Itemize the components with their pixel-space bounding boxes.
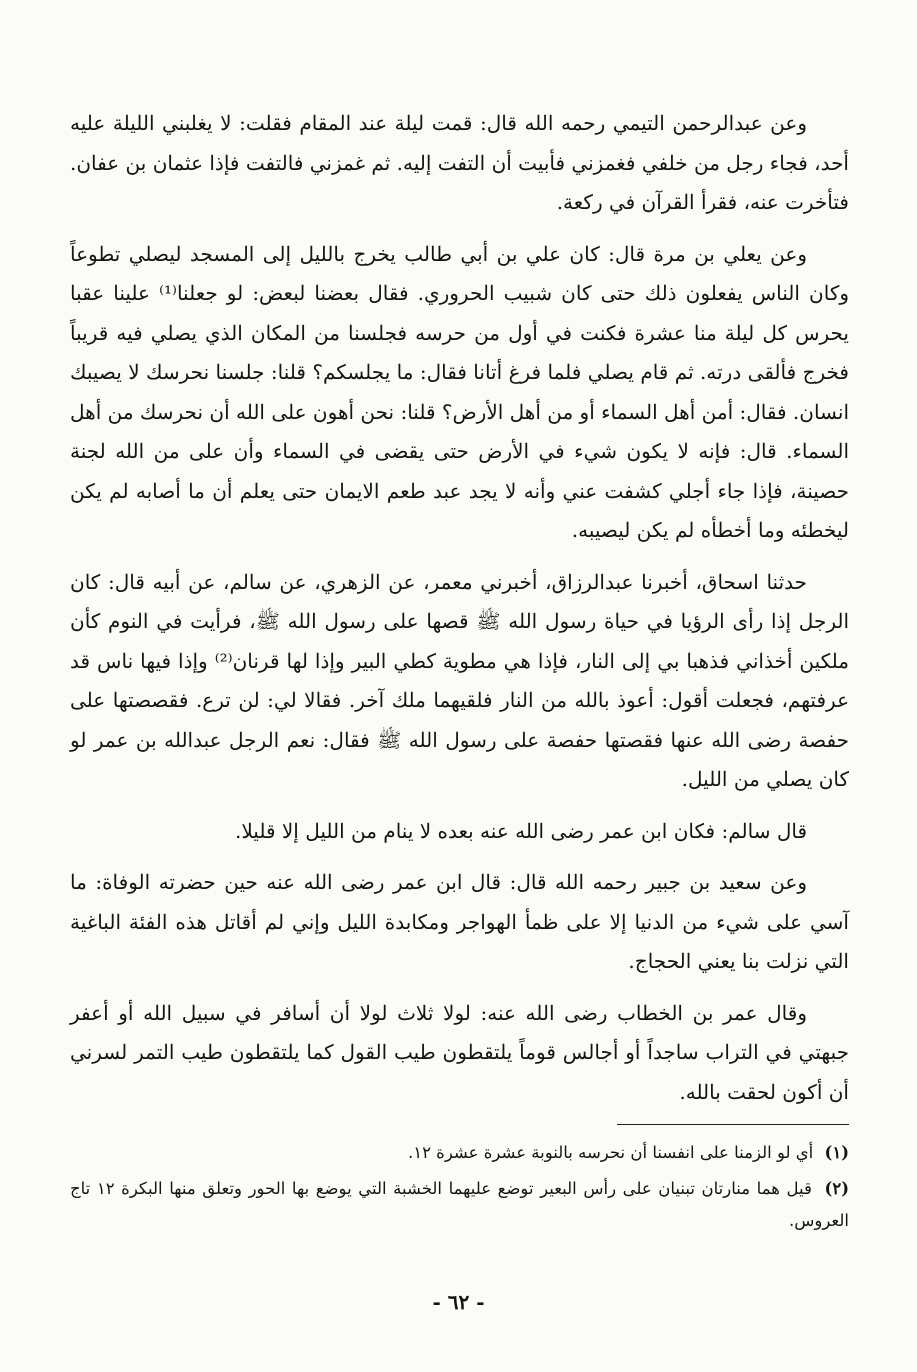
footnote xyxy=(70,1137,849,1169)
page-number: - ٦٢ - xyxy=(432,1290,485,1314)
paragraph: وعن سعيد بن جبير رحمه الله قال: قال ابن عمر رضى الله عنه حين حضرته الوفاة: ما آسي على شيء من الدنيا إلا على ظمأ الهواجر ومكابدة الليل وإني لم أقاتل هذه الفئة الباغية التي نزلت بنا يعني الحجاج. xyxy=(70,870,849,973)
paragraph: وقال عمر بن الخطاب رضى الله عنه: لولا ثلاث لولا أن أسافر في سبيل الله أو أعفر جبهتي في التراب ساجداً أو أجالس قوماً يلتقطون طيب القول كما يلتقطون طيب التمر لسرني أن أكون لحقت بالله. xyxy=(70,1000,849,1104)
footnote-text: أي لو الزمنا على انفسنا أن نحرسه بالنوبة عشرة عشرة ١٢. xyxy=(407,1143,814,1162)
footnote-text: قيل هما منارتان تبنيان على رأس البعير توضع عليهما الخشبة التي يوضع بها الحور وتعلق منها البكرة ١٢ تاج العروس. xyxy=(70,1179,849,1230)
footnotes xyxy=(70,1137,849,1237)
footnote-marker: (٢) xyxy=(824,1179,849,1198)
paragraph: وعن يعلي بن مرة قال: كان علي بن أبي طالب يخرج بالليل إلى المسجد ليصلي تطوعاً وكان الناس يفعلون ذلك حتى كان شبيب الحروري. فقال بعضنا لبعض: لو جعلنا⁽¹⁾ علينا عقبا يحرس كل ليلة منا عشرة فكنت في أول من حرسه فجلسنا من المكان الذي يصلي فيه قريباً فخرج فألقى درته. ثم قام يصلي فلما فرغ أتانا فقال: ما يجلسكم؟ قلنا: جلسنا نحرسك لا يصيبك انسان. فقال: أمن أهل السماء أو من أهل الأرض؟ قلنا: نحن أهون على الله أن نحرسك من أهل السماء. قال: فإنه لا يكون شيء في الأرض حتى يقضى في السماء وأن على من الله لجنة حصينة، فإذا جاء أجلي كشفت عني وأنه لا يجد عبد طعم الايمان حتى يعلم أن ما أصابه لم يكن ليخطئه وما أخطأه لم يكن ليصيبه. xyxy=(70,241,849,542)
footnote-marker: (١) xyxy=(824,1143,849,1162)
paragraph: حدثنا اسحاق، أخبرنا عبدالرزاق، أخبرني معمر، عن الزهري، عن سالم، عن أبيه قال: كان الرجل إذا رأى الرؤيا في حياة رسول الله ﷺ قصها على رسول الله ﷺ، فرأيت في النوم كأن ملكين أخذاني فذهبا بي إلى النار، فإذا هي مطوية كطي البير وإذا لها قرنان⁽²⁾ وإذا فيها ناس قد عرفتهم، فجعلت أقول: أعوذ بالله من النار فلقيهما ملك آخر. فقالا لي: لن ترع. فقصصتها على حفصة رضى الله عنها فقصتها حفصة على رسول الله ﷺ فقال: نعم الرجل عبدالله بن عمر لو كان يصلي من الليل. xyxy=(70,569,850,791)
paragraph: وعن عبدالرحمن التيمي رحمه الله قال: قمت ليلة عند المقام فقلت: لا يغلبني الليلة عليه أحد، فجاء رجل من خلفي فغمزني فأبيت أن التفت إليه. ثم غمزني فالتفت فإذا عثمان بن عفان. فتأخرت عنه، فقرأ القرآن في ركعة. xyxy=(70,111,849,214)
footnote xyxy=(70,1173,849,1237)
main-text xyxy=(70,104,849,1112)
paragraph: قال سالم: فكان ابن عمر رضى الله عنه بعده لا ينام من الليل إلا قليلا. xyxy=(235,818,807,843)
footnote-separator xyxy=(617,1124,849,1125)
